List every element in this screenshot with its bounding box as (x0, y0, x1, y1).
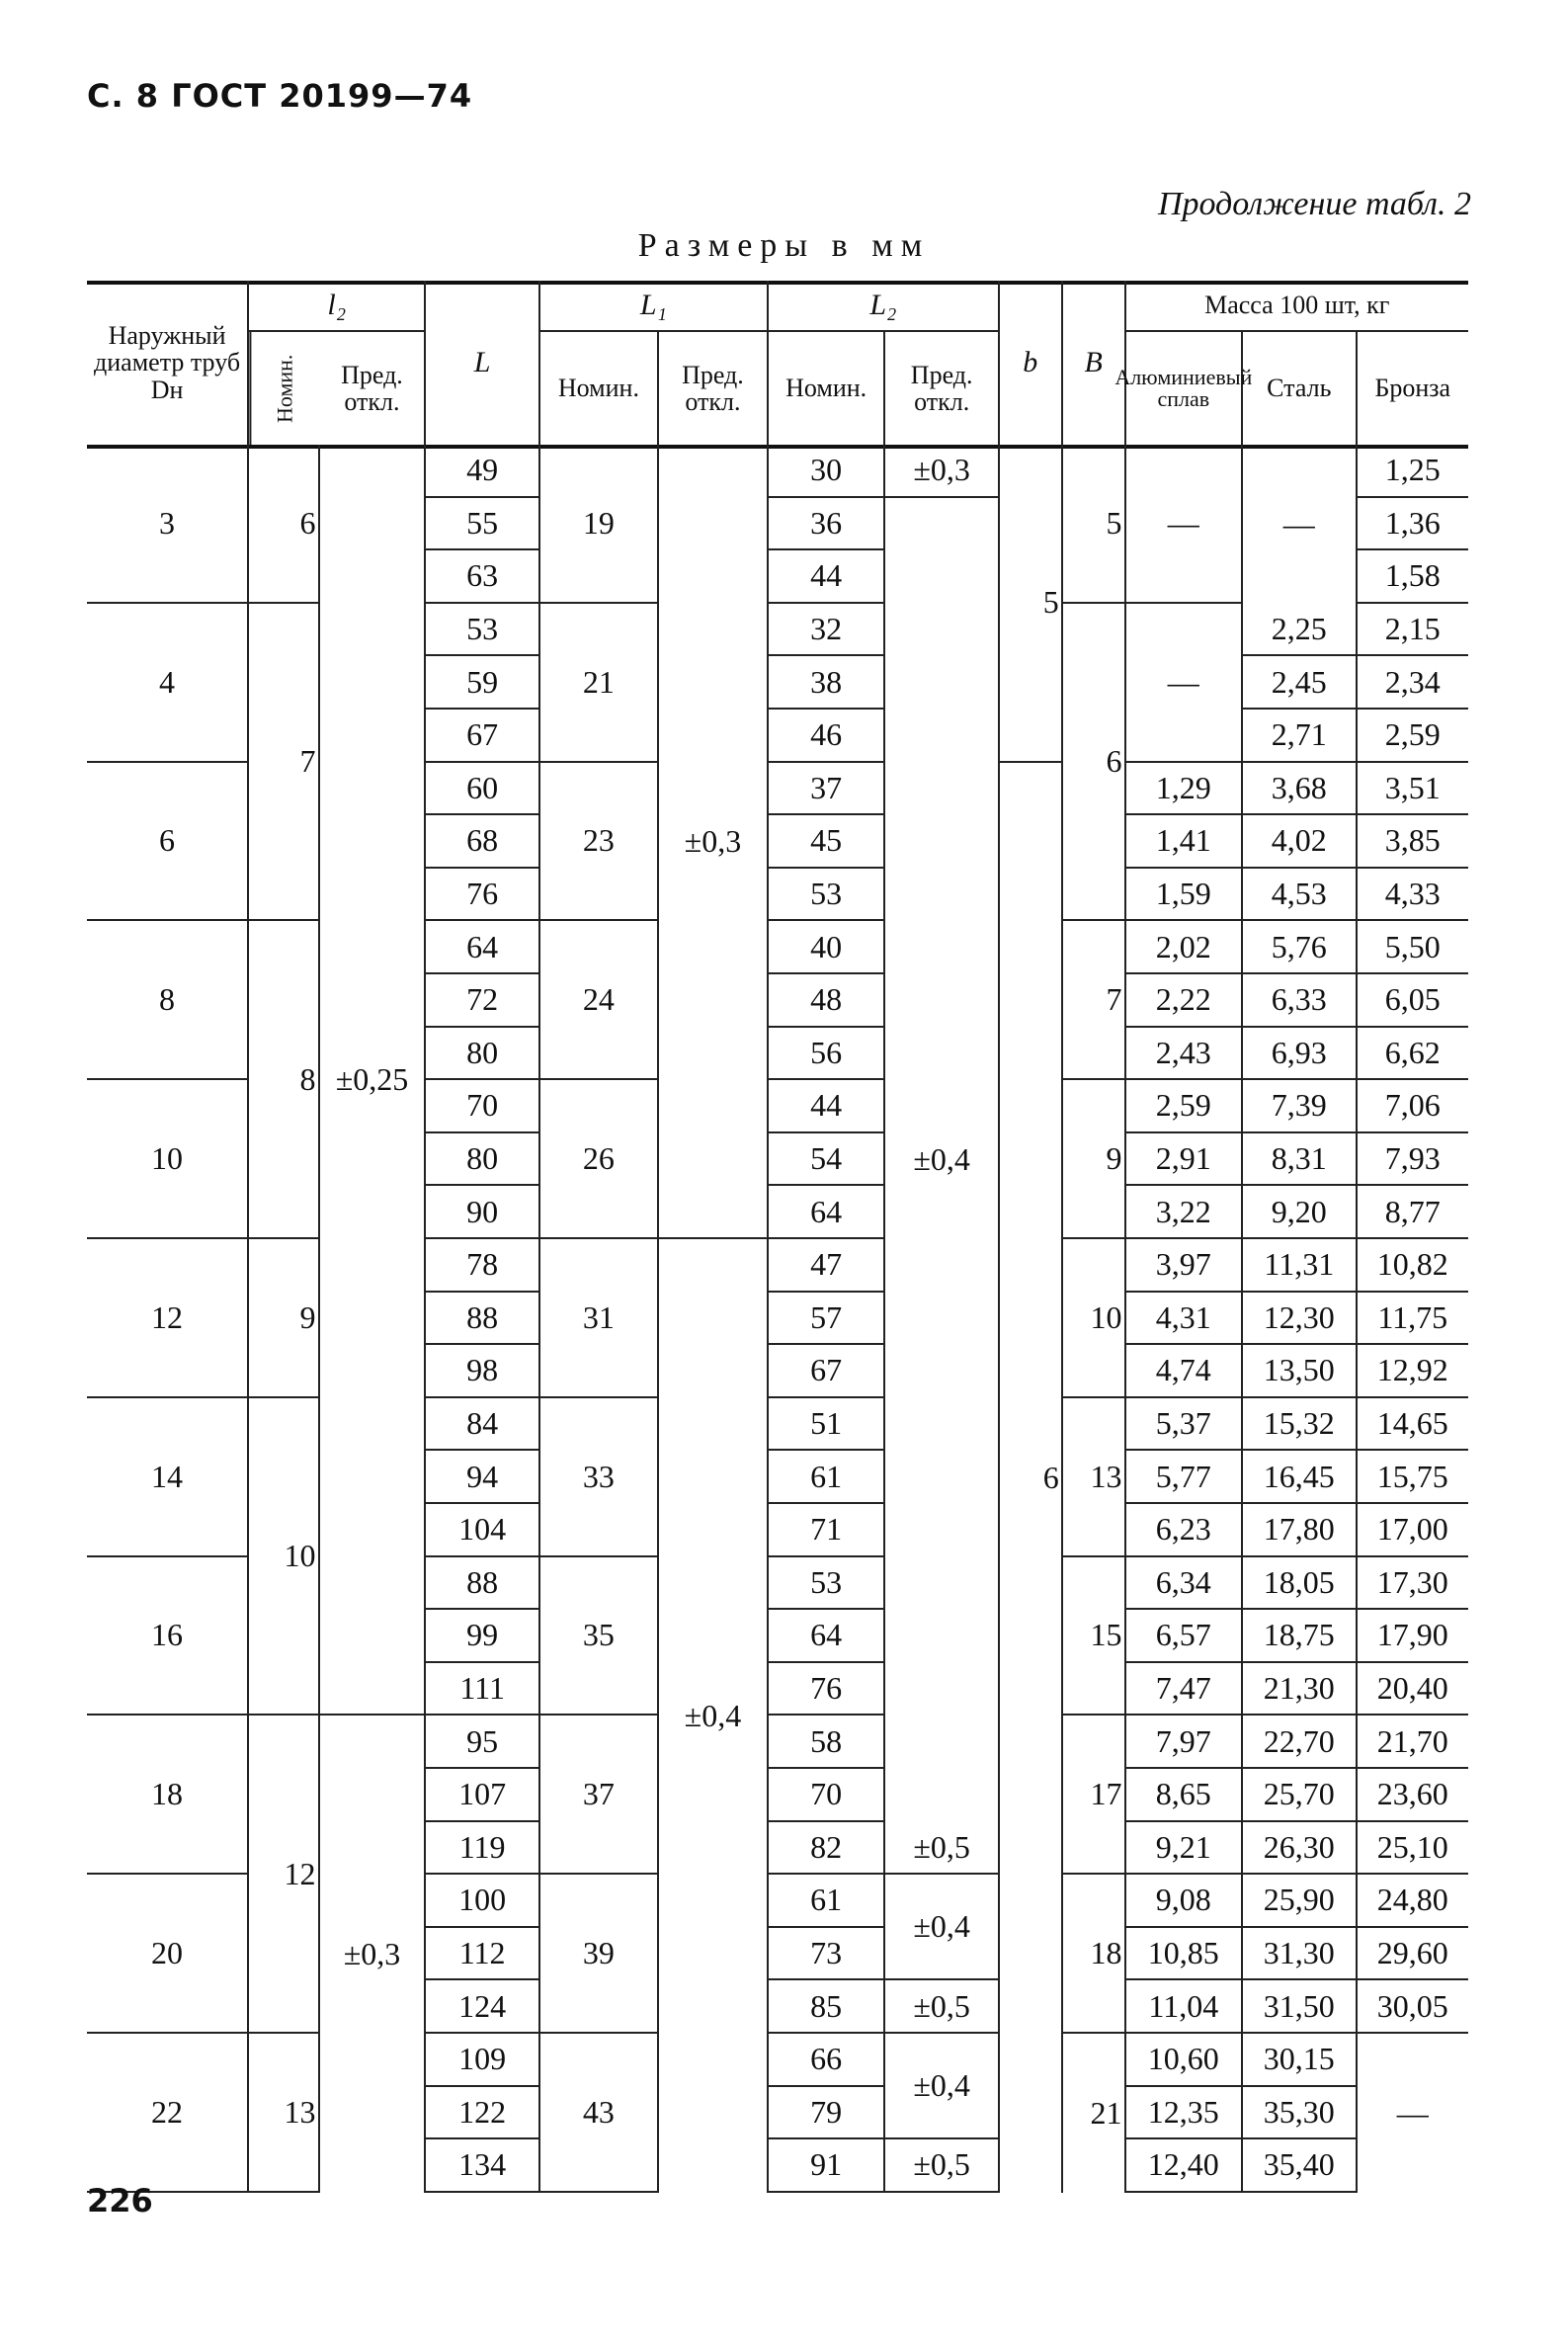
cell-L2-nominal: 85 (769, 1980, 886, 2034)
cell-L2-deviation: ±0,5 (885, 2139, 999, 2193)
cell-mass-bronze: 5,50 (1358, 921, 1468, 974)
cell-L2-nominal: 67 (769, 1345, 886, 1398)
cell-outer-diameter: 16 (87, 1557, 249, 1716)
cell-L2-nominal: 71 (769, 1504, 886, 1557)
cell-L: 122 (426, 2087, 539, 2140)
cell-mass-bronze: 2,59 (1358, 710, 1468, 763)
cell-l2-deviation: ±0,3 (320, 1716, 427, 2192)
cell-L: 134 (426, 2139, 539, 2193)
cell-L: 90 (426, 1186, 539, 1239)
cell-mass-steel: 9,20 (1243, 1186, 1357, 1239)
cell-mass-bronze: 7,93 (1358, 1133, 1468, 1187)
cell-L: 112 (426, 1928, 539, 1981)
cell-B: 10 (1063, 1239, 1126, 1398)
cell-L1-nominal: 23 (540, 763, 659, 922)
cell-mass-bronze: 7,06 (1358, 1080, 1468, 1133)
cell-mass-bronze: 17,30 (1358, 1557, 1468, 1611)
cell-mass-aluminium: 4,74 (1126, 1345, 1244, 1398)
cell-mass-bronze: — (1396, 2094, 1429, 2131)
page-number: 226 (87, 2182, 153, 2219)
cell-l2-nominal: 12 (249, 1716, 319, 2034)
cell-mass-bronze: 6,05 (1358, 974, 1468, 1028)
cell-mass-bronze: 17,90 (1358, 1610, 1468, 1663)
cell-L: 70 (426, 1080, 539, 1133)
cell-L2-deviation: ±0,4 (885, 1875, 999, 1980)
cell-L2-nominal: 48 (769, 974, 886, 1028)
cell-mass-steel: 8,31 (1243, 1133, 1357, 1187)
cell-B: 7 (1063, 921, 1126, 1080)
header-l2: l₂ (249, 281, 426, 332)
cell-mass-aluminium: — (1126, 445, 1244, 604)
cell-b: 5 (1000, 445, 1063, 763)
cell-mass-aluminium: 7,47 (1126, 1663, 1244, 1716)
cell-L1-nominal: 21 (540, 604, 659, 763)
cell-L1-deviation: ±0,4 (659, 1239, 769, 2193)
cell-outer-diameter: 3 (87, 445, 249, 604)
cell-mass-aluminium: — (1126, 604, 1244, 763)
header-b: b (1000, 281, 1063, 445)
cell-mass-aluminium: 2,59 (1126, 1080, 1244, 1133)
cell-mass-steel: 31,30 (1243, 1928, 1357, 1981)
cell-mass-bronze: 25,10 (1358, 1822, 1468, 1876)
cell-mass-bronze: 1,36 (1358, 498, 1468, 551)
cell-L: 60 (426, 763, 539, 816)
cell-B: 13 (1063, 1398, 1126, 1557)
cell-L: 111 (426, 1663, 539, 1716)
cell-mass-bronze: 4,33 (1358, 869, 1468, 922)
document-header: С. 8 ГОСТ 20199—74 (87, 77, 473, 115)
cell-mass-steel: 21,30 (1243, 1663, 1357, 1716)
cell-mass-bronze: 1,25 (1358, 445, 1468, 498)
cell-L2-deviation: ±0,3 (885, 445, 999, 498)
cell-mass-bronze: 2,15 (1358, 604, 1468, 657)
cell-L2-nominal: 56 (769, 1028, 886, 1081)
cell-mass-bronze: 24,80 (1358, 1875, 1468, 1928)
cell-L: 104 (426, 1504, 539, 1557)
cell-L1-deviation: ±0,3 (659, 445, 769, 1239)
header-L2-deviation: Пред. откл. (885, 332, 999, 445)
cell-B: 15 (1063, 1557, 1126, 1716)
cell-mass-steel: 13,50 (1243, 1345, 1357, 1398)
cell-mass-aluminium: 8,65 (1126, 1769, 1244, 1822)
cell-L1-nominal: 37 (540, 1716, 659, 1875)
cell-mass-steel: — (1243, 445, 1357, 604)
cell-L2-nominal: 91 (769, 2139, 886, 2193)
cell-mass-steel: 26,30 (1243, 1822, 1357, 1876)
cell-mass-bronze: 15,75 (1358, 1451, 1468, 1504)
cell-outer-diameter: 20 (87, 1875, 249, 2034)
cell-L: 98 (426, 1345, 539, 1398)
cell-L2-nominal: 76 (769, 1663, 886, 1716)
cell-B: 9 (1063, 1080, 1126, 1239)
cell-L2-nominal: 64 (769, 1186, 886, 1239)
cell-mass-steel: 7,39 (1243, 1080, 1357, 1133)
cell-L2-nominal: 73 (769, 1928, 886, 1981)
cell-mass-aluminium: 1,41 (1126, 815, 1244, 869)
cell-L2-nominal: 70 (769, 1769, 886, 1822)
cell-L: 55 (426, 498, 539, 551)
cell-mass-aluminium: 6,23 (1126, 1504, 1244, 1557)
cell-mass-aluminium: 1,59 (1126, 869, 1244, 922)
cell-l2-nominal: 13 (249, 2034, 319, 2193)
cell-L1-nominal: 19 (540, 445, 659, 604)
cell-mass-steel: 2,45 (1243, 656, 1357, 710)
cell-outer-diameter: 22 (87, 2034, 249, 2193)
cell-L: 80 (426, 1028, 539, 1081)
header-L1: L₁ (540, 281, 769, 332)
header-B: B (1063, 281, 1126, 445)
cell-L2-nominal: 40 (769, 921, 886, 974)
header-L2-nominal: Номин. (769, 332, 886, 445)
cell-L2-nominal: 61 (769, 1875, 886, 1928)
cell-mass-bronze: 17,00 (1358, 1504, 1468, 1557)
cell-L1-nominal: 33 (540, 1398, 659, 1557)
cell-b: 6 (1000, 763, 1063, 2193)
cell-mass-steel: 2,71 (1243, 710, 1357, 763)
cell-mass-bronze: 2,34 (1358, 656, 1468, 710)
cell-L: 68 (426, 815, 539, 869)
header-outer-diameter: Наружный диаметр труб Dн (87, 281, 249, 445)
cell-l2-nominal: 9 (249, 1239, 319, 1398)
cell-l2-nominal: 10 (249, 1398, 319, 1716)
cell-outer-diameter: 6 (87, 763, 249, 922)
cell-mass-bronze: 8,77 (1358, 1186, 1468, 1239)
cell-L1-nominal: 24 (540, 921, 659, 1080)
cell-mass-steel: 6,93 (1243, 1028, 1357, 1081)
cell-L2-nominal: 53 (769, 869, 886, 922)
cell-mass-aluminium: 2,43 (1126, 1028, 1244, 1081)
cell-mass-aluminium: 1,29 (1126, 763, 1244, 816)
cell-L: 107 (426, 1769, 539, 1822)
cell-L2-deviation: ±0,4 (885, 2034, 999, 2139)
cell-L2-nominal: 38 (769, 656, 886, 710)
cell-mass-aluminium: 6,57 (1126, 1610, 1244, 1663)
cell-mass-bronze: 21,70 (1358, 1716, 1468, 1769)
cell-L1-nominal: 43 (540, 2034, 659, 2193)
cell-L1-nominal: 31 (540, 1239, 659, 1398)
cell-mass-aluminium: 6,34 (1126, 1557, 1244, 1611)
cell-B: 17 (1063, 1716, 1126, 1875)
dimensions-table (87, 281, 1468, 2198)
cell-L2-nominal: 79 (769, 2087, 886, 2140)
cell-L: 119 (426, 1822, 539, 1876)
cell-L2-nominal: 58 (769, 1716, 886, 1769)
cell-mass-steel: 30,15 (1243, 2034, 1357, 2087)
header-mass-aluminium: Алюминиевый сплав (1126, 332, 1244, 445)
cell-B: 5 (1063, 445, 1126, 604)
cell-L: 72 (426, 974, 539, 1028)
cell-L: 80 (426, 1133, 539, 1187)
cell-mass-aluminium: 5,77 (1126, 1451, 1244, 1504)
cell-L2-nominal: 61 (769, 1451, 886, 1504)
cell-L2-nominal: 66 (769, 2034, 886, 2087)
cell-mass-aluminium: 2,91 (1126, 1133, 1244, 1187)
cell-outer-diameter: 8 (87, 921, 249, 1080)
cell-outer-diameter: 18 (87, 1716, 249, 1875)
cell-L2-deviation: ±0,5 (885, 1822, 999, 1876)
cell-mass-steel: 5,76 (1243, 921, 1357, 974)
cell-L: 64 (426, 921, 539, 974)
cell-mass-aluminium: 9,08 (1126, 1875, 1244, 1928)
cell-L: 95 (426, 1716, 539, 1769)
cell-l2-nominal: 6 (249, 445, 319, 604)
cell-mass-bronze: 10,82 (1358, 1239, 1468, 1293)
cell-l2-nominal: 7 (249, 604, 319, 922)
cell-L: 99 (426, 1610, 539, 1663)
cell-mass-bronze: 14,65 (1358, 1398, 1468, 1452)
cell-L2-deviation: ±0,5 (885, 1980, 999, 2034)
cell-mass-aluminium: 2,02 (1126, 921, 1244, 974)
cell-L: 84 (426, 1398, 539, 1452)
cell-mass-steel: 25,70 (1243, 1769, 1357, 1822)
cell-l2-deviation: ±0,25 (320, 445, 427, 1716)
cell-L1-nominal: 35 (540, 1557, 659, 1716)
header-mass: Масса 100 шт, кг (1126, 281, 1468, 332)
cell-L1-nominal: 39 (540, 1875, 659, 2034)
cell-B: 21 (1063, 2034, 1126, 2193)
units-caption: Размеры в мм (637, 227, 931, 264)
cell-mass-steel: 16,45 (1243, 1451, 1357, 1504)
cell-L1-nominal: 26 (540, 1080, 659, 1239)
cell-mass-aluminium: 5,37 (1126, 1398, 1244, 1452)
cell-mass-steel: 12,30 (1243, 1293, 1357, 1346)
cell-L2-nominal: 46 (769, 710, 886, 763)
cell-B: 18 (1063, 1875, 1126, 2034)
cell-L2-nominal: 32 (769, 604, 886, 657)
cell-L: 100 (426, 1875, 539, 1928)
cell-mass-steel: 3,68 (1243, 763, 1357, 816)
cell-mass-steel: 18,75 (1243, 1610, 1357, 1663)
cell-mass-steel: 22,70 (1243, 1716, 1357, 1769)
cell-outer-diameter: 12 (87, 1239, 249, 1398)
header-L2: L₂ (769, 281, 1000, 332)
cell-mass-aluminium: 3,22 (1126, 1186, 1244, 1239)
cell-mass-aluminium: 12,35 (1126, 2087, 1244, 2140)
cell-mass-aluminium: 10,60 (1126, 2034, 1244, 2087)
cell-L2-nominal: 37 (769, 763, 886, 816)
cell-mass-steel: 15,32 (1243, 1398, 1357, 1452)
cell-L: 59 (426, 656, 539, 710)
cell-mass-steel: 4,02 (1243, 815, 1357, 869)
cell-L: 78 (426, 1239, 539, 1293)
cell-mass-steel: 4,53 (1243, 869, 1357, 922)
header-L1-deviation: Пред. откл. (659, 332, 769, 445)
cell-mass-steel: 25,90 (1243, 1875, 1357, 1928)
cell-mass-steel: 2,25 (1243, 604, 1357, 657)
cell-L: 67 (426, 710, 539, 763)
cell-l2-nominal: 8 (249, 921, 319, 1239)
cell-mass-bronze: 20,40 (1358, 1663, 1468, 1716)
cell-outer-diameter: 4 (87, 604, 249, 763)
cell-outer-diameter: 14 (87, 1398, 249, 1557)
cell-L2-nominal: 45 (769, 815, 886, 869)
cell-mass-bronze: 29,60 (1358, 1928, 1468, 1981)
cell-L2-nominal: 47 (769, 1239, 886, 1293)
cell-L: 76 (426, 869, 539, 922)
cell-mass-steel: 18,05 (1243, 1557, 1357, 1611)
cell-B: 6 (1063, 604, 1126, 922)
cell-L: 63 (426, 550, 539, 604)
header-mass-steel: Сталь (1243, 332, 1357, 445)
cell-L2-nominal: 64 (769, 1610, 886, 1663)
cell-L: 49 (426, 445, 539, 498)
cell-mass-steel: 31,50 (1243, 1980, 1357, 2034)
cell-mass-bronze: 23,60 (1358, 1769, 1468, 1822)
cell-L2-nominal: 54 (769, 1133, 886, 1187)
cell-mass-aluminium: 7,97 (1126, 1716, 1244, 1769)
header-l2-nominal: Номин. (249, 332, 319, 445)
cell-mass-steel: 35,40 (1243, 2139, 1357, 2193)
header-l2-deviation: Пред. откл. (320, 332, 427, 445)
cell-L: 94 (426, 1451, 539, 1504)
cell-mass-steel: 11,31 (1243, 1239, 1357, 1293)
cell-mass-bronze: 3,51 (1358, 763, 1468, 816)
header-L1-nominal: Номин. (540, 332, 659, 445)
cell-mass-steel: 35,30 (1243, 2087, 1357, 2140)
cell-L2-nominal: 36 (769, 498, 886, 551)
cell-mass-aluminium: 3,97 (1126, 1239, 1244, 1293)
header-L: L (426, 281, 539, 445)
cell-L2-nominal: 82 (769, 1822, 886, 1876)
cell-L2-nominal: 53 (769, 1557, 886, 1611)
cell-mass-bronze: 1,58 (1358, 550, 1468, 604)
cell-mass-bronze: 3,85 (1358, 815, 1468, 869)
cell-L2-deviation: ±0,4 (885, 498, 999, 1822)
cell-L: 88 (426, 1293, 539, 1346)
table-continuation-label: Продолжение табл. 2 (1157, 186, 1471, 222)
cell-L: 124 (426, 1980, 539, 2034)
cell-L2-nominal: 57 (769, 1293, 886, 1346)
cell-mass-bronze: 30,05 (1358, 1980, 1468, 2034)
cell-mass-bronze: 6,62 (1358, 1028, 1468, 1081)
cell-mass-steel: 6,33 (1243, 974, 1357, 1028)
cell-L2-nominal: 30 (769, 445, 886, 498)
cell-mass-steel: 17,80 (1243, 1504, 1357, 1557)
cell-L2-nominal: 44 (769, 550, 886, 604)
cell-L: 88 (426, 1557, 539, 1611)
cell-mass-aluminium: 12,40 (1126, 2139, 1244, 2193)
cell-outer-diameter: 10 (87, 1080, 249, 1239)
cell-mass-aluminium: 10,85 (1126, 1928, 1244, 1981)
cell-L2-nominal: 51 (769, 1398, 886, 1452)
cell-mass-aluminium: 2,22 (1126, 974, 1244, 1028)
cell-mass-aluminium: 4,31 (1126, 1293, 1244, 1346)
cell-L: 109 (426, 2034, 539, 2087)
cell-L2-nominal: 44 (769, 1080, 886, 1133)
cell-mass-bronze: 12,92 (1358, 1345, 1468, 1398)
cell-L: 53 (426, 604, 539, 657)
cell-mass-aluminium: 9,21 (1126, 1822, 1244, 1876)
header-mass-bronze: Бронза (1374, 374, 1451, 403)
cell-mass-aluminium: 11,04 (1126, 1980, 1244, 2034)
cell-mass-bronze: 11,75 (1358, 1293, 1468, 1346)
